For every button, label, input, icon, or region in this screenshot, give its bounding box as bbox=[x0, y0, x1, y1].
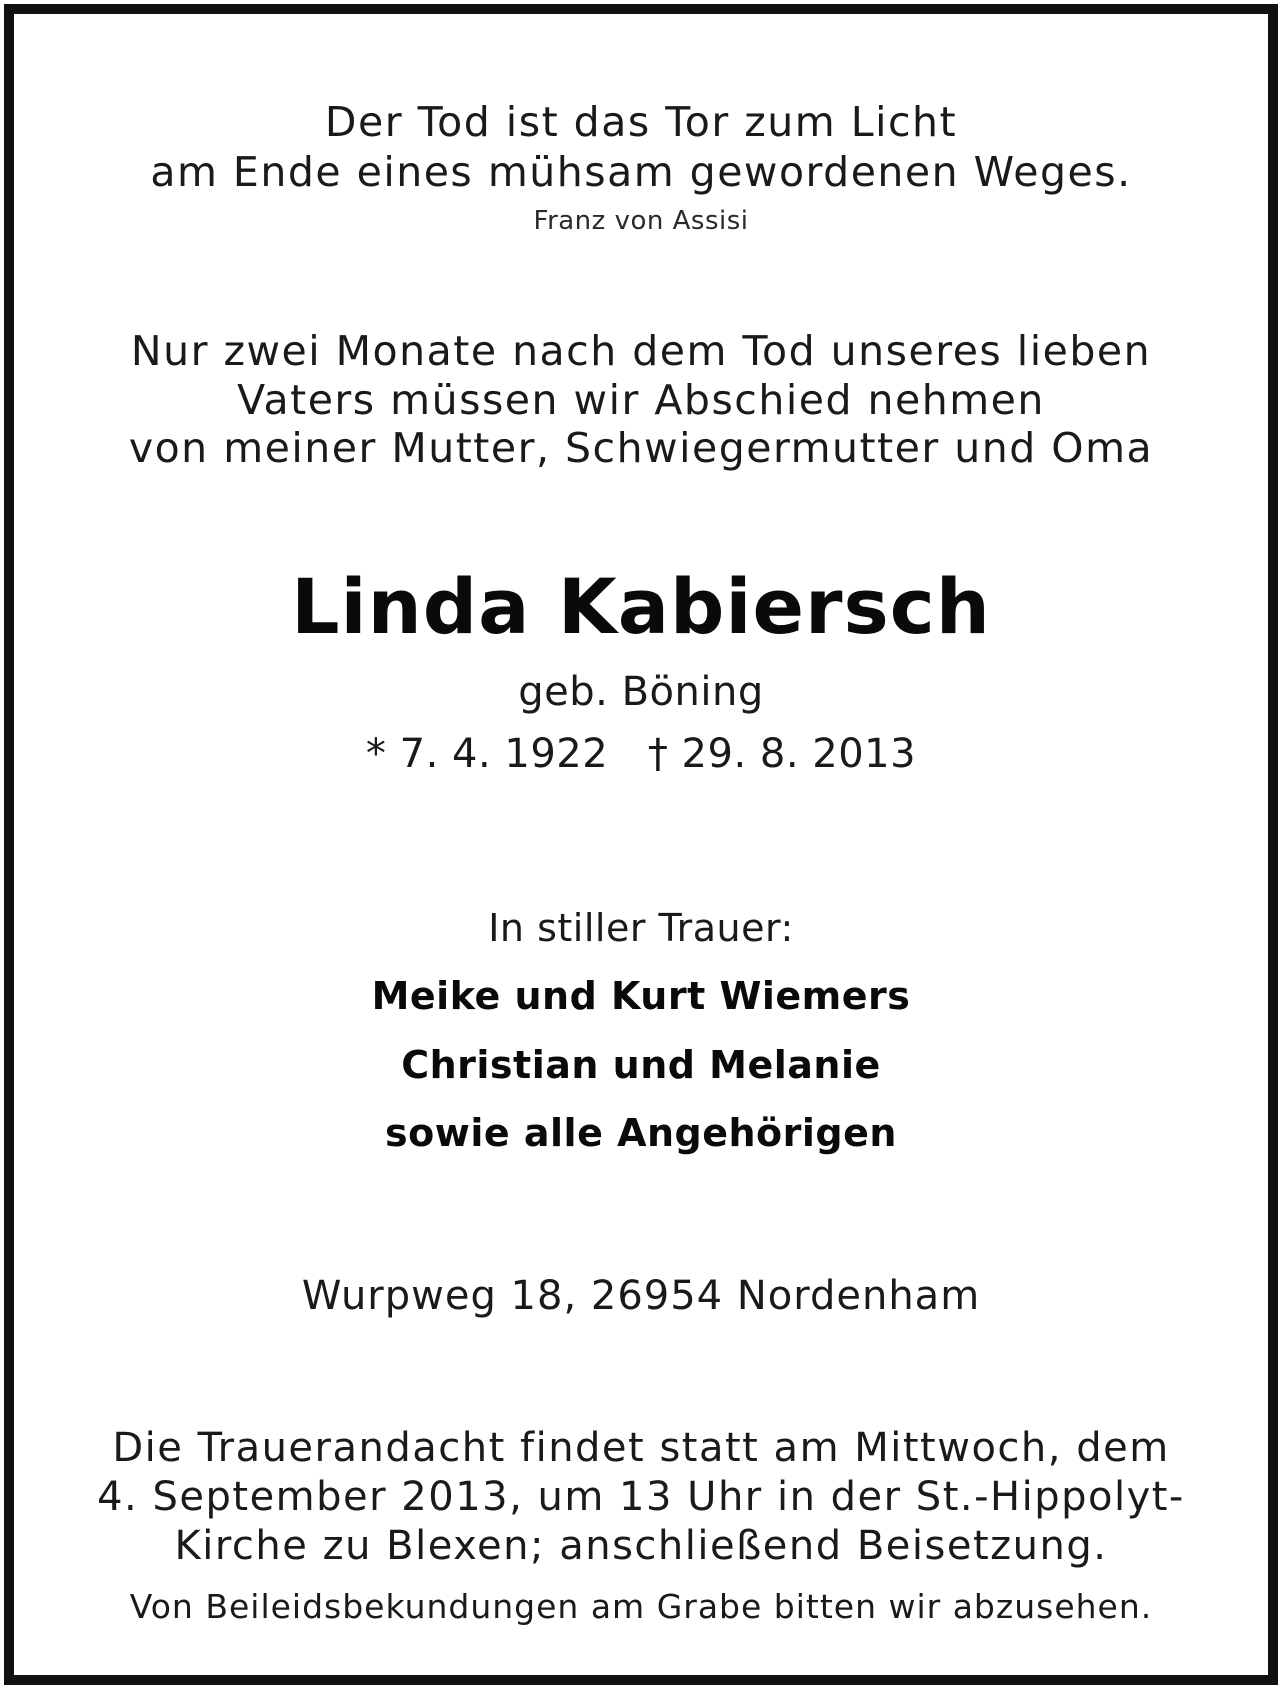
address: Wurpweg 18, 26954 Nordenham bbox=[301, 1273, 981, 1319]
life-dates: * 7. 4. 1922 † 29. 8. 2013 bbox=[365, 731, 917, 777]
intro-line: von meiner Mutter, Schwiegermutter und Oma bbox=[128, 424, 1154, 472]
service-line: Kirche zu Blexen; anschließend Beisetzung. bbox=[174, 1523, 1108, 1569]
mourners-heading: In stiller Trauer: bbox=[488, 906, 794, 950]
obituary-frame bbox=[4, 4, 1278, 1685]
quote-line: am Ende eines mühsam gewordenen Weges. bbox=[150, 148, 1132, 196]
quote-line: Der Tod ist das Tor zum Licht bbox=[324, 98, 958, 146]
mourner-name: Christian und Melanie bbox=[401, 1043, 881, 1087]
quote-author: Franz von Assisi bbox=[533, 206, 749, 236]
deceased-name: Linda Kabiersch bbox=[291, 562, 991, 651]
service-line: 4. September 2013, um 13 Uhr in der St.-Hippolyt- bbox=[97, 1474, 1185, 1520]
mourner-name: sowie alle Angehörigen bbox=[385, 1111, 897, 1155]
mourner-name: Meike und Kurt Wiemers bbox=[371, 974, 911, 1018]
condolence-note: Von Beileidsbekundungen am Grabe bitten wir abzusehen. bbox=[129, 1587, 1153, 1626]
intro-line: Nur zwei Monate nach dem Tod unseres lieben bbox=[130, 327, 1152, 375]
maiden-name: geb. Böning bbox=[518, 669, 764, 715]
service-line: Die Trauerandacht findet statt am Mittwoch, dem bbox=[112, 1425, 1170, 1471]
intro-line: Vaters müssen wir Abschied nehmen bbox=[237, 376, 1045, 424]
